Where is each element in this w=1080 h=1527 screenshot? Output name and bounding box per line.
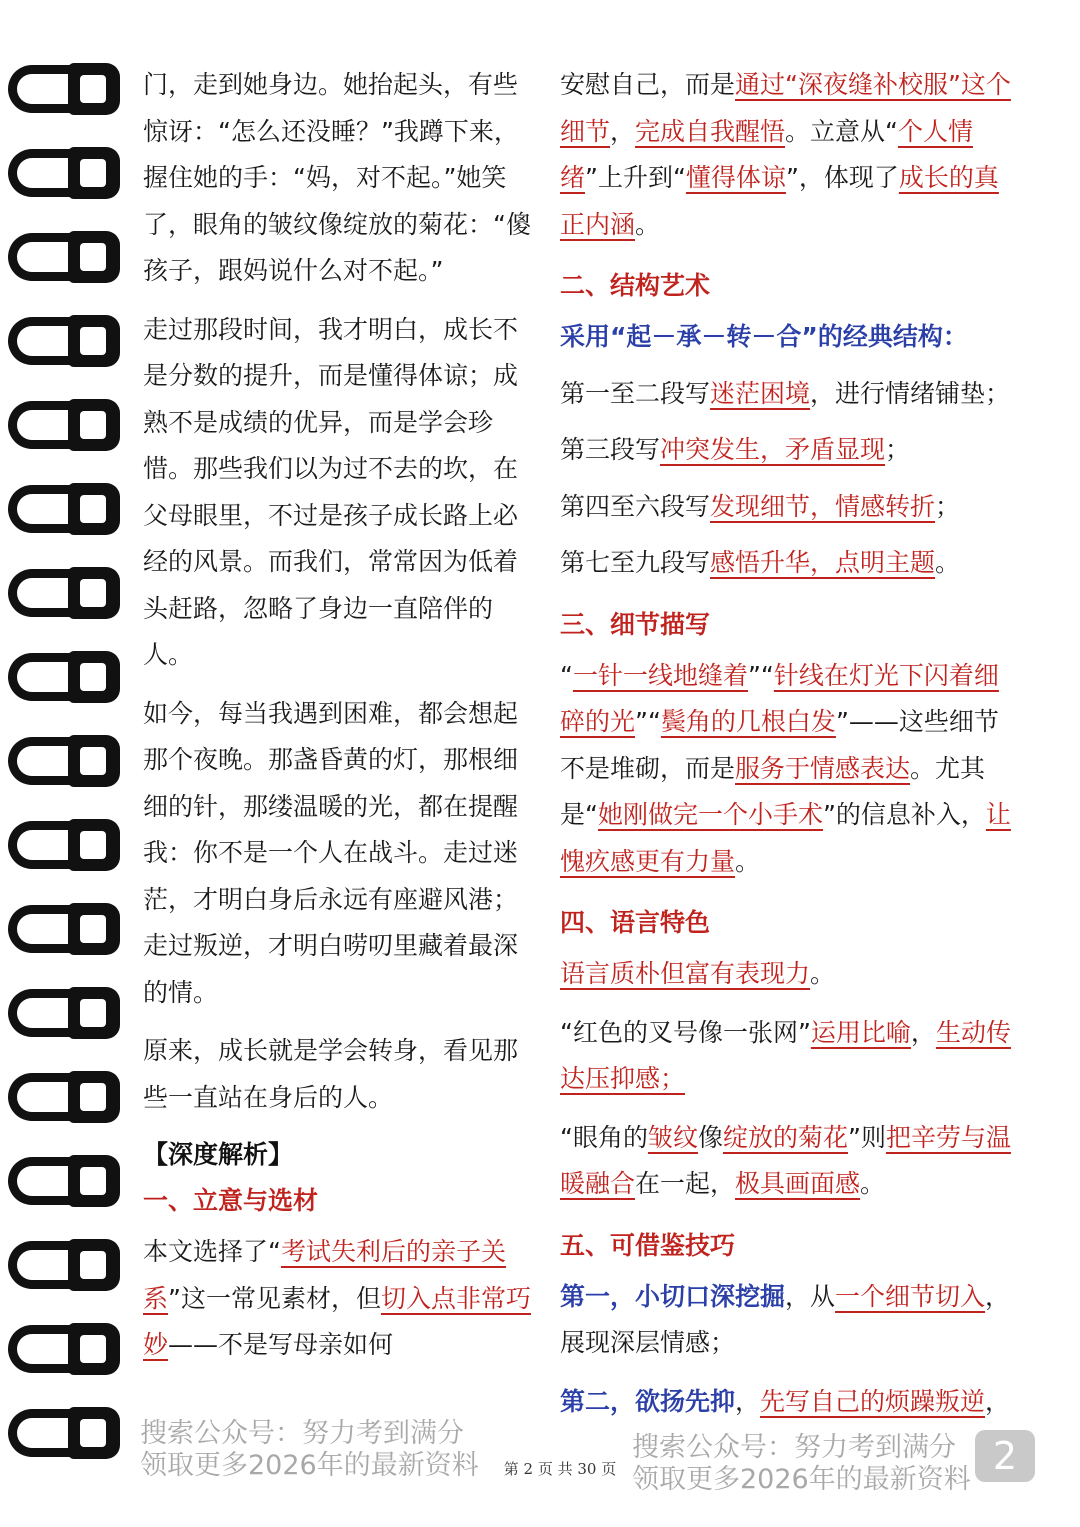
spiral-binding bbox=[0, 55, 128, 1485]
page-number: 第 2 页 共 30 页 bbox=[503, 1460, 617, 1478]
highlight: 切入点非常巧妙 bbox=[143, 1283, 531, 1359]
text: 第七至九段写 bbox=[560, 548, 711, 577]
paragraph bbox=[560, 1115, 1020, 1208]
highlight: 让愧疚感更有力量 bbox=[560, 800, 1011, 876]
paragraph: 原来，成长就是学会转身，看见那些一直站在身后的人。 bbox=[143, 1036, 519, 1112]
text: ，从 bbox=[785, 1281, 836, 1311]
section-heading: 四、语言特色 bbox=[560, 908, 711, 937]
paragraph bbox=[143, 1229, 538, 1369]
list-item bbox=[560, 540, 1020, 587]
highlight: 考试失利后的亲子关系 bbox=[143, 1237, 506, 1313]
spiral-ring bbox=[8, 139, 120, 209]
paragraph bbox=[560, 653, 1020, 886]
spiral-ring bbox=[8, 1231, 120, 1301]
watermark-line: 搜索公众号：努力考到满分 bbox=[632, 1432, 956, 1463]
text: ”这一常见素材，但 bbox=[168, 1283, 381, 1313]
right-column bbox=[560, 62, 1020, 1437]
spiral-ring bbox=[8, 223, 120, 293]
watermark-left bbox=[140, 1418, 479, 1482]
text: ； bbox=[935, 491, 961, 521]
spiral-ring bbox=[8, 1147, 120, 1217]
watermark-line: 搜索公众号：努力考到满分 bbox=[140, 1418, 464, 1449]
text: 安慰自己，而是 bbox=[560, 70, 736, 99]
highlight: 皱纹 bbox=[647, 1122, 698, 1152]
text: 在一起， bbox=[635, 1169, 736, 1198]
paragraph bbox=[560, 951, 1020, 998]
text: ，展现深层情感； bbox=[560, 1281, 1011, 1357]
spiral-ring bbox=[8, 895, 120, 965]
text: ， bbox=[910, 1017, 936, 1047]
text: ”的信息补入， bbox=[822, 800, 986, 829]
highlight: 懂得体谅 bbox=[685, 163, 786, 192]
text: 。 bbox=[935, 548, 961, 577]
text: 第三段写 bbox=[560, 435, 661, 464]
paragraph: 走过那段时间，我才明白，成长不是分数的提升，而是懂得体谅；成熟不是成绩的优异，而是学会珍惜。那些我们以为过不去的坎，在父母眼里，不过是孩子成长路上必经的风景。而我们，常常因为低着头赶路，忽略了身边一直陪伴的人。 bbox=[143, 314, 519, 669]
text: ”上升到“ bbox=[585, 163, 686, 192]
list-item bbox=[560, 371, 1020, 418]
paragraph bbox=[560, 1274, 1020, 1367]
highlight: 她刚做完一个小手术 bbox=[597, 800, 823, 829]
text: ”，体现了 bbox=[785, 163, 899, 192]
text: ， bbox=[610, 116, 636, 146]
list-item bbox=[560, 427, 1020, 474]
highlight: 一个细节切入 bbox=[835, 1281, 986, 1311]
section-heading: 一、立意与选材 bbox=[143, 1186, 319, 1215]
spiral-ring bbox=[8, 979, 120, 1049]
text: 。 bbox=[735, 846, 761, 876]
text: ， bbox=[735, 1386, 761, 1416]
text: “眼角的 bbox=[560, 1122, 648, 1152]
highlight: 通过“深夜缝补校服”这个细节 bbox=[560, 70, 1011, 146]
spiral-ring bbox=[8, 811, 120, 881]
text: ， bbox=[985, 1386, 1011, 1416]
technique-label: 第一，小切口深挖掘 bbox=[560, 1281, 786, 1311]
highlight: 极具画面感 bbox=[735, 1169, 861, 1198]
spiral-ring bbox=[8, 643, 120, 713]
highlight: 冲突发生，矛盾显现 bbox=[660, 435, 886, 464]
text: ； bbox=[885, 435, 911, 464]
spiral-ring bbox=[8, 1063, 120, 1133]
highlight: 一针一线地缝着 bbox=[572, 660, 748, 690]
text: 。 bbox=[635, 209, 661, 239]
highlight: 绽放的菊花 bbox=[722, 1122, 848, 1152]
text: 。立意从“ bbox=[785, 116, 898, 146]
text: 。 bbox=[860, 1169, 886, 1198]
text: “红色的叉号像一张网” bbox=[560, 1017, 811, 1047]
highlight: 针线在灯光下闪着细碎的光 bbox=[560, 660, 999, 736]
highlight: 把辛劳与温暖融合 bbox=[560, 1122, 1011, 1198]
highlight: 感悟升华，点明主题 bbox=[710, 548, 936, 577]
paragraph bbox=[560, 1010, 1020, 1103]
text: ”则 bbox=[848, 1122, 886, 1152]
text: 像 bbox=[697, 1122, 723, 1152]
text: ，进行情绪铺垫； bbox=[810, 378, 1011, 408]
highlight: 完成自我醒悟 bbox=[635, 116, 786, 146]
spiral-ring bbox=[8, 391, 120, 461]
section-lead: 采用“起－承－转－合”的经典结构： bbox=[560, 322, 968, 351]
text: ——不是写母亲如何 bbox=[168, 1330, 394, 1359]
spiral-ring bbox=[8, 475, 120, 545]
section-heading: 二、结构艺术 bbox=[560, 271, 711, 300]
spiral-ring bbox=[8, 1399, 120, 1469]
spiral-ring bbox=[8, 307, 120, 377]
highlight: 先写自己的烦躁叛逆 bbox=[760, 1386, 986, 1416]
highlight: 成长的真正内涵 bbox=[560, 163, 999, 239]
spiral-ring bbox=[8, 559, 120, 629]
highlight: 生动传达压抑感； bbox=[560, 1017, 1011, 1093]
highlight: 发现细节，情感转折 bbox=[710, 491, 936, 521]
text: 第一至二段写 bbox=[560, 378, 711, 408]
highlight: 个人情绪 bbox=[560, 116, 974, 192]
watermark-line: 领取更多2026年的最新资料 bbox=[140, 1450, 479, 1481]
technique-label: 第二，欲扬先抑 bbox=[560, 1386, 736, 1416]
text: ”“ bbox=[747, 660, 774, 690]
text: ”“ bbox=[635, 707, 661, 736]
highlight: 运用比喻 bbox=[810, 1017, 911, 1047]
text: ”——这些细节不是堆砌，而是 bbox=[560, 707, 999, 783]
highlight: 服务于情感表达 bbox=[735, 753, 911, 783]
paragraph bbox=[560, 1379, 1020, 1426]
text: 。 bbox=[810, 959, 836, 988]
spiral-ring bbox=[8, 727, 120, 797]
section-heading: 五、可借鉴技巧 bbox=[560, 1230, 736, 1260]
section-heading: 三、细节描写 bbox=[560, 609, 711, 639]
watermark-right bbox=[632, 1432, 971, 1496]
watermark-line: 领取更多2026年的最新资料 bbox=[632, 1464, 971, 1495]
text: 第四至六段写 bbox=[560, 491, 711, 521]
analysis-heading: 【深度解析】 bbox=[143, 1140, 294, 1169]
paragraph: 门，走到她身边。她抬起头，有些惊讶：“怎么还没睡？”我蹲下来，握住她的手：“妈，对不起。”她笑了，眼角的皱纹像绽放的菊花：“傻孩子，跟妈说什么对不起。” bbox=[143, 70, 531, 285]
list-item bbox=[560, 484, 1020, 531]
highlight: 鬓角的几根白发 bbox=[660, 707, 836, 736]
paragraph: 如今，每当我遇到困难，都会想起那个夜晚。那盏昏黄的灯，那根细细的针，那缕温暖的光，都在提醒我：你不是一个人在战斗。走过迷茫，才明白身后永远有座避风港；走过叛逆，才明白唠叨里藏着最深的情。 bbox=[143, 698, 519, 1007]
left-column bbox=[143, 62, 538, 1381]
paragraph bbox=[560, 62, 1020, 248]
highlight: 语言质朴但富有表现力 bbox=[560, 959, 811, 988]
text: 。尤其是“ bbox=[560, 753, 986, 829]
spiral-ring bbox=[8, 55, 120, 125]
text: “ bbox=[560, 660, 573, 690]
spiral-ring bbox=[8, 1315, 120, 1385]
page-badge: 2 bbox=[975, 1430, 1035, 1482]
highlight: 迷茫困境 bbox=[710, 378, 811, 408]
text: 本文选择了“ bbox=[143, 1237, 281, 1266]
